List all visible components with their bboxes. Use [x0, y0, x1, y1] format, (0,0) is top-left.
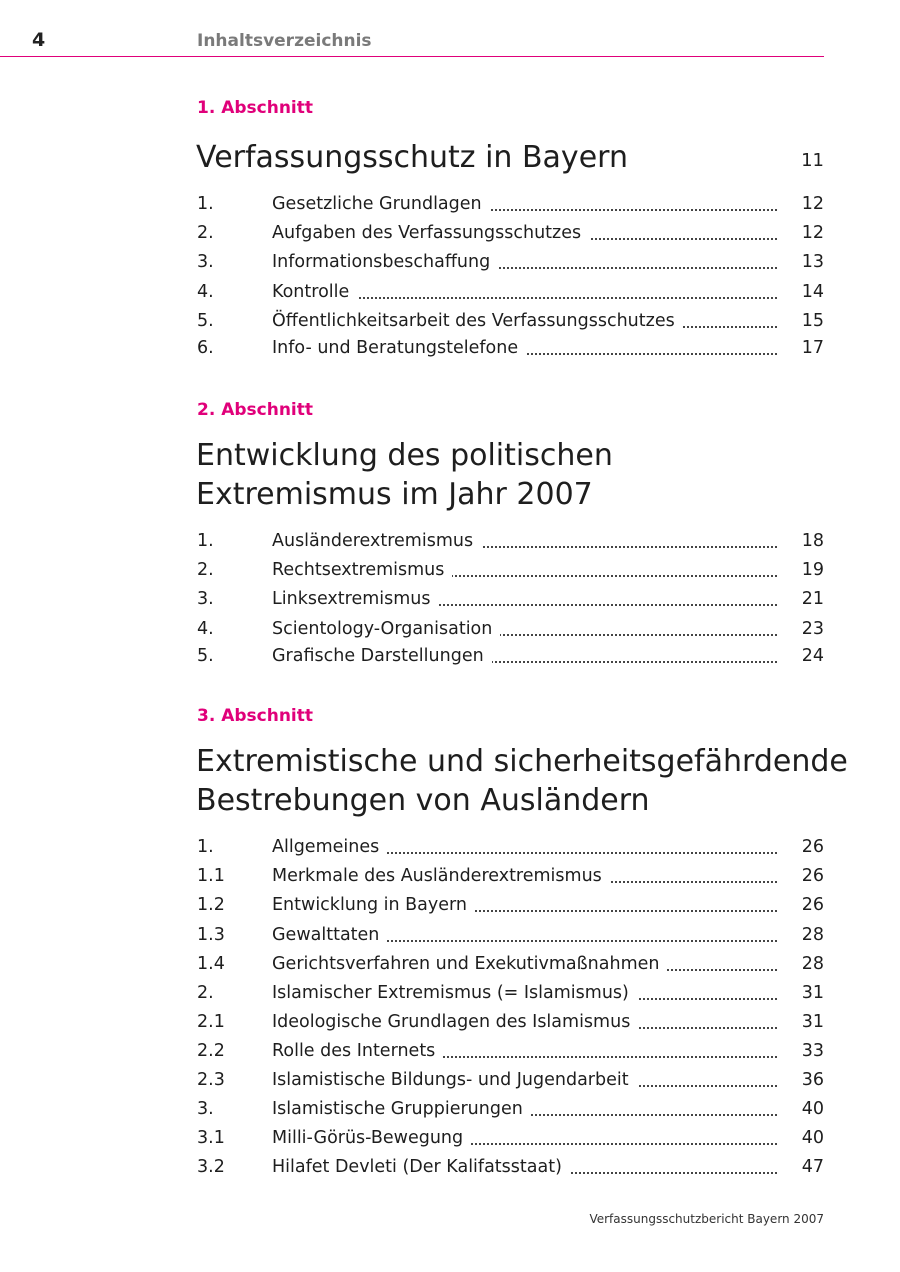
toc-entry-page: 26: [801, 837, 824, 857]
toc-entry[interactable]: [197, 587, 824, 611]
section-2-title-line-2: Extremismus im Jahr 2007: [196, 477, 593, 512]
header-title: Inhaltsverzeichnis: [197, 31, 372, 51]
toc-entry-page: 24: [801, 646, 824, 666]
toc-entry-title: Grafische Darstellungen: [272, 644, 777, 668]
toc-entry-title: Gerichtsverfahren und Exekutivmaßnahmen: [272, 952, 777, 976]
toc-entry[interactable]: [197, 336, 824, 360]
toc-entry-number: 1.1: [197, 866, 225, 886]
toc-entry[interactable]: [197, 617, 824, 641]
toc-entry-number: 4.: [197, 619, 214, 639]
section-3-title: [196, 742, 848, 820]
toc-entry-page: 13: [801, 252, 824, 272]
toc-entry-page: 12: [801, 194, 824, 214]
toc-entry-page: 19: [801, 560, 824, 580]
toc-entry-number: 5.: [197, 311, 214, 331]
toc-entry-title: Aufgaben des Verfassungsschutzes: [272, 221, 777, 245]
toc-entry[interactable]: [197, 250, 824, 274]
toc-entry-number: 5.: [197, 646, 214, 666]
toc-entry[interactable]: [197, 644, 824, 668]
section-1-title-page: 11: [801, 150, 824, 171]
toc-entry-number: 1.: [197, 194, 214, 214]
toc-entry-page: 17: [801, 338, 824, 358]
toc-entry-title: Allgemeines: [272, 835, 777, 859]
toc-entry-page: 15: [801, 311, 824, 331]
toc-entry-page: 12: [801, 223, 824, 243]
section-3-title-line-2: Bestrebungen von Ausländern: [196, 783, 650, 818]
toc-entry-number: 3.1: [197, 1128, 225, 1148]
toc-entry-title: Gewalttaten: [272, 923, 777, 947]
toc-entry[interactable]: [197, 893, 824, 917]
toc-entry-page: 18: [801, 531, 824, 551]
toc-entry-title: Ausländerextremismus: [272, 529, 777, 553]
toc-entry-page: 31: [801, 1012, 824, 1032]
toc-entry-number: 6.: [197, 338, 214, 358]
toc-entry[interactable]: [197, 221, 824, 245]
toc-entry-title: Rechtsextremismus: [272, 558, 777, 582]
toc-entry-number: 1.3: [197, 925, 225, 945]
toc-entry-number: 3.: [197, 252, 214, 272]
toc-entry-page: 26: [801, 866, 824, 886]
toc-entry[interactable]: [197, 981, 824, 1005]
toc-entry-title: Linksextremismus: [272, 587, 777, 611]
toc-entry-title: Milli-Görüs-Bewegung: [272, 1126, 777, 1150]
page-number: 4: [32, 29, 46, 51]
toc-entry-title: Islamistische Bildungs- und Jugendarbeit: [272, 1068, 777, 1092]
header-divider: [0, 56, 824, 57]
toc-entry[interactable]: [197, 558, 824, 582]
toc-entry[interactable]: [197, 1155, 824, 1179]
toc-entry-title: Rolle des Internets: [272, 1039, 777, 1063]
section-2-label: 2. Abschnitt: [197, 400, 314, 420]
toc-entry-title: Merkmale des Ausländerextremismus: [272, 864, 777, 888]
toc-entry[interactable]: [197, 1039, 824, 1063]
toc-entry-number: 2.1: [197, 1012, 225, 1032]
toc-entry-number: 2.2: [197, 1041, 225, 1061]
toc-entry-title: Ideologische Grundlagen des Islamismus: [272, 1010, 777, 1034]
toc-entry-number: 3.2: [197, 1157, 225, 1177]
toc-entry-title: Info- und Beratungstelefone: [272, 336, 777, 360]
toc-entry-number: 2.3: [197, 1070, 225, 1090]
toc-entry[interactable]: [197, 529, 824, 553]
section-3-label: 3. Abschnitt: [197, 706, 314, 726]
toc-entry-title: Scientology-Organisation: [272, 617, 777, 641]
section-1-title: [196, 138, 628, 177]
toc-entry-page: 33: [801, 1041, 824, 1061]
toc-entry-number: 1.: [197, 837, 214, 857]
toc-entry-number: 2.: [197, 223, 214, 243]
toc-entry-number: 1.4: [197, 954, 225, 974]
toc-entry-number: 1.2: [197, 895, 225, 915]
toc-entry[interactable]: [197, 1068, 824, 1092]
toc-entry[interactable]: [197, 309, 824, 333]
toc-entry-number: 4.: [197, 282, 214, 302]
section-1-title-line: Verfassungsschutz in Bayern: [196, 140, 628, 175]
toc-entry[interactable]: [197, 1010, 824, 1034]
toc-entry-page: 23: [801, 619, 824, 639]
toc-entry-title: Hilafet Devleti (Der Kalifatsstaat): [272, 1155, 777, 1179]
toc-entry[interactable]: [197, 923, 824, 947]
toc-entry-page: 31: [801, 983, 824, 1003]
toc-entry-number: 2.: [197, 560, 214, 580]
toc-entry-page: 14: [801, 282, 824, 302]
toc-entry-title: Islamischer Extremismus (= Islamismus): [272, 981, 777, 1005]
toc-entry-title: Öffentlichkeitsarbeit des Verfassungsschutzes: [272, 309, 777, 333]
toc-entry-page: 40: [801, 1099, 824, 1119]
toc-entry[interactable]: [197, 1097, 824, 1121]
section-2-title: [196, 436, 613, 514]
toc-entry[interactable]: [197, 280, 824, 304]
toc-entry-page: 47: [801, 1157, 824, 1177]
toc-entry-number: 1.: [197, 531, 214, 551]
footer-text: Verfassungsschutzbericht Bayern 2007: [589, 1212, 824, 1226]
toc-entry-number: 3.: [197, 589, 214, 609]
toc-entry-page: 21: [801, 589, 824, 609]
toc-entry-title: Kontrolle: [272, 280, 777, 304]
toc-entry[interactable]: [197, 835, 824, 859]
toc-entry-page: 36: [801, 1070, 824, 1090]
toc-entry[interactable]: [197, 1126, 824, 1150]
toc-entry-number: 3.: [197, 1099, 214, 1119]
toc-entry-number: 2.: [197, 983, 214, 1003]
section-2-title-line-1: Entwicklung des politischen: [196, 438, 613, 473]
toc-entry-page: 26: [801, 895, 824, 915]
toc-entry-page: 28: [801, 954, 824, 974]
section-3-title-line-1: Extremistische und sicherheitsgefährdende: [196, 744, 848, 779]
toc-entry-page: 28: [801, 925, 824, 945]
toc-entry[interactable]: [197, 952, 824, 976]
section-1-label: 1. Abschnitt: [197, 98, 314, 118]
toc-entry[interactable]: [197, 864, 824, 888]
toc-entry-page: 40: [801, 1128, 824, 1148]
toc-entry[interactable]: [197, 192, 824, 216]
toc-entry-title: Entwicklung in Bayern: [272, 893, 777, 917]
toc-entry-title: Informationsbeschaffung: [272, 250, 777, 274]
toc-entry-title: Gesetzliche Grundlagen: [272, 192, 777, 216]
toc-entry-title: Islamistische Gruppierungen: [272, 1097, 777, 1121]
